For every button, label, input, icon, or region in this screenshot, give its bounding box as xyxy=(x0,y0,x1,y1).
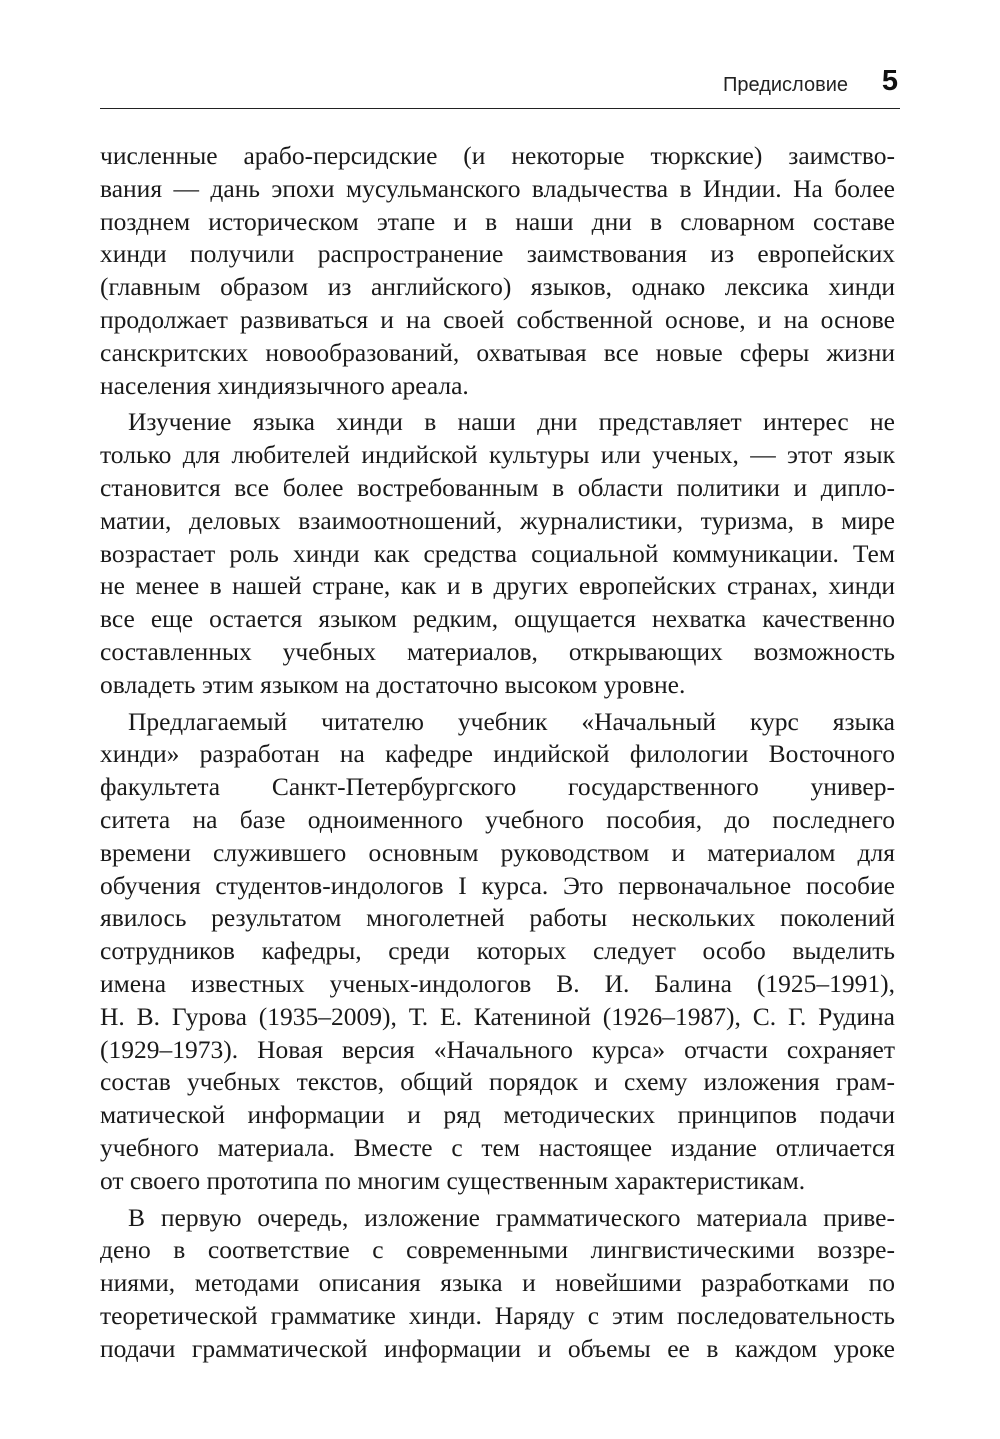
text-line: факультета Санкт-Петербургского государственного универ- xyxy=(100,772,895,802)
text-line: продолжает развиваться и на своей собственной основе, и на основе xyxy=(100,304,895,334)
text-line: времени служившего основным руководством и материалом для xyxy=(100,837,895,867)
text-line: позднем историческом этапе и в наши дни в словарном составе xyxy=(100,206,895,236)
text-line: составленных учебных материалов, открывающих возможность xyxy=(100,636,895,666)
text-line: учебного материала. Вместе с тем настоящее издание отличается xyxy=(100,1132,895,1162)
text-line: возрастает роль хинди как средства социальной коммуникации. Тем xyxy=(100,538,895,568)
text-line: Предлагаемый читателю учебник «Начальный курс языка xyxy=(128,706,895,736)
text-line: становится все более востребованным в области политики и дипло- xyxy=(100,472,895,502)
text-line: хинди» разработан на кафедре индийской филологии Восточного xyxy=(100,739,895,769)
text-line: санскритских новообразований, охватывая все новые сферы жизни xyxy=(100,337,895,367)
text-line: овладеть этим языком на достаточно высоком уровне. xyxy=(100,669,686,699)
text-line: ниями, методами описания языка и новейшими разработками по xyxy=(100,1268,895,1298)
text-line: В первую очередь, изложение грамматического материала приве- xyxy=(128,1202,895,1232)
text-line: (главным образом из английского) языков, однако лексика хинди xyxy=(100,272,895,302)
body-text xyxy=(100,140,895,1365)
text-line: сотрудников кафедры, среди которых следует особо выделить xyxy=(100,936,895,966)
text-line: явилось результатом многолетней работы нескольких поколений xyxy=(100,903,895,933)
text-line: подачи грамматической информации и объемы ее в каждом уроке xyxy=(100,1333,895,1363)
paragraph xyxy=(100,706,895,1198)
text-line: теоретической грамматике хинди. Наряду с этим последовательность xyxy=(100,1300,895,1330)
page-number: 5 xyxy=(881,65,898,97)
text-line: не менее в нашей стране, как и в других европейских странах, хинди xyxy=(100,571,895,601)
text-line: (1929–1973). Новая версия «Начального курса» отчасти сохраняет xyxy=(100,1034,895,1064)
text-line: численные арабо-персидские (и некоторые тюркские) заимство- xyxy=(100,141,895,170)
paragraph xyxy=(100,1202,895,1366)
text-line: матической информации и ряд методических принципов подачи xyxy=(100,1100,895,1130)
text-line: ситета на базе одноименного учебного пособия, до последнего xyxy=(100,804,895,834)
text-line: Н. В. Гурова (1935–2009), Т. Е. Катениной (1926–1987), С. Г. Рудина xyxy=(100,1001,895,1031)
text-line: от своего прототипа по многим существенным характеристикам. xyxy=(100,1165,806,1195)
text-line: хинди получили распространение заимствования из европейских xyxy=(100,239,895,269)
text-line: вания — дань эпохи мусульманского владычества в Индии. На более xyxy=(100,173,895,203)
running-header xyxy=(100,60,900,109)
paragraph xyxy=(100,406,895,701)
text-line: все еще остается языком редким, ощущается нехватка качественно xyxy=(100,604,895,634)
text-line: обучения студентов-индологов I курса. Это первоначальное пособие xyxy=(100,870,895,900)
text-line: только для любителей индийской культуры или ученых, — этот язык xyxy=(100,440,895,470)
text-line: имена известных ученых-индологов В. И. Балина (1925–1991), xyxy=(100,968,895,998)
text-line: дено в соответствие с современными лингвистическими воззре- xyxy=(100,1235,895,1265)
text-line: матии, деловых взаимоотношений, журналистики, туризма, в мире xyxy=(100,505,895,535)
text-line: населения хиндиязычного ареала. xyxy=(100,370,469,400)
text-line: состав учебных текстов, общий порядок и схему изложения грам- xyxy=(100,1067,895,1097)
text-line: Изучение языка хинди в наши дни представляет интерес не xyxy=(128,407,895,437)
paragraph-continuation xyxy=(100,140,895,402)
running-header-title: Предисловие xyxy=(723,74,848,96)
